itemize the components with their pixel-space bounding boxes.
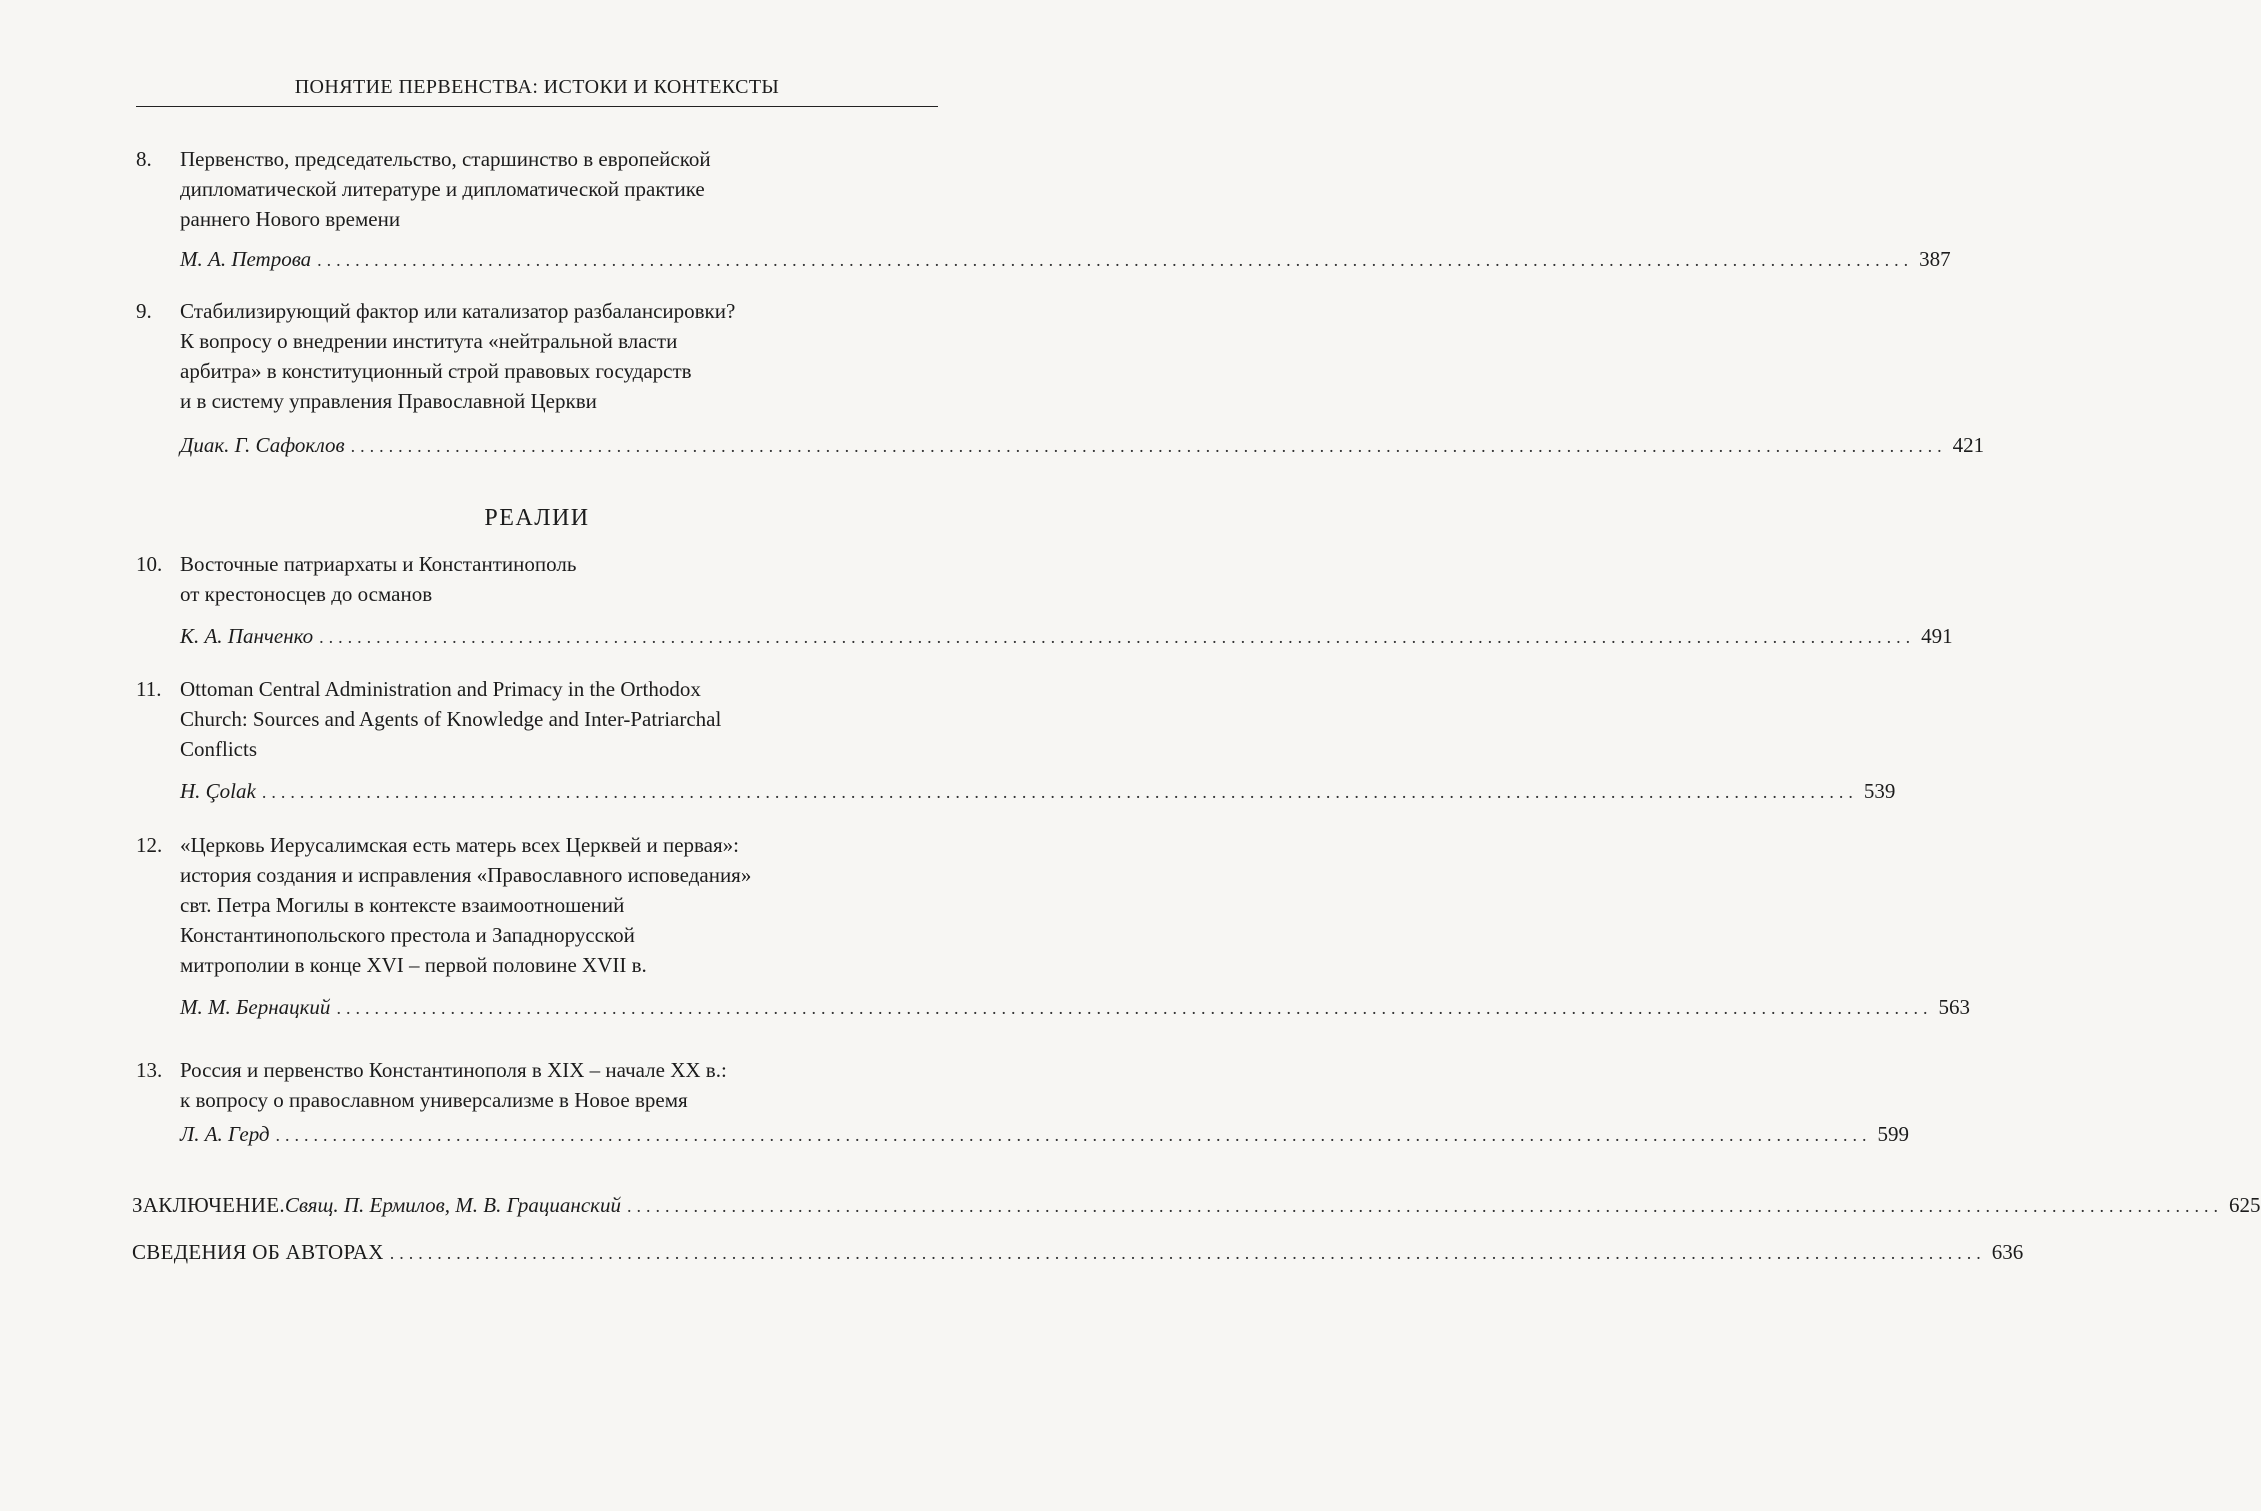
entry-title: Первенство, председательство, старшинство в европейской дипломатической литературе и дипломатической практике раннего Нового времени: [180, 147, 711, 231]
entry-number: 13.: [136, 1058, 163, 1082]
author-row: [180, 776, 1896, 806]
dot-leader: ........................................................................................................................................................................: [275, 1125, 1872, 1145]
page-number: 421: [1952, 433, 1985, 457]
entry-number: 10.: [136, 552, 163, 576]
dot-leader: ........................................................................................................................................................................: [319, 627, 1916, 647]
entry-title: Ottoman Central Administration and Primacy in the Orthodox Church: Sources and Agents of Knowledge and Inter-Patriarchal Conflicts: [180, 677, 722, 761]
page-number: 387: [1919, 247, 1951, 271]
about-authors-label: СВЕДЕНИЯ ОБ АВТОРАХ: [132, 1240, 384, 1264]
section-heading: РЕАЛИИ: [484, 505, 590, 531]
page-number: 625: [2229, 1193, 2261, 1217]
entry-title: Стабилизирующий фактор или катализатор разбалансировки? К вопросу о внедрении института «нейтральной власти арбитра» в конституционный строй правовых государств и в систему управления Православной Церкви: [180, 299, 736, 413]
running-title: ПОНЯТИЕ ПЕРВЕНСТВА: ИСТОКИ И КОНТЕКСТЫ: [294, 76, 780, 98]
dot-leader: ........................................................................................................................................................................: [336, 998, 1933, 1018]
entry-number: 12.: [136, 833, 163, 857]
conclusion-authors: Свящ. П. Ермилов, М. В. Грацианский: [284, 1193, 621, 1217]
dot-leader: ........................................................................................................................................................................: [350, 436, 1947, 456]
dot-leader: ........................................................................................................................................................................: [261, 782, 1858, 802]
page-number: 539: [1863, 779, 1896, 803]
entry-number: 8.: [136, 147, 152, 171]
author-row: [180, 621, 1953, 651]
dot-leader: ........................................................................................................................................................................: [389, 1243, 1986, 1263]
page-number: 563: [1938, 995, 1970, 1019]
dot-leader: ........................................................................................................................................................................: [627, 1196, 2223, 1216]
entry-title: Восточные патриархаты и Константинополь от крестоносцев до османов: [180, 552, 577, 606]
header-rule: [136, 106, 938, 107]
entry-author: H. Çolak: [180, 779, 256, 803]
author-row: [180, 1119, 1910, 1149]
entry-author: М. А. Петрова: [180, 247, 312, 271]
author-row: [180, 244, 1951, 274]
author-row: [180, 430, 1985, 460]
entry-title: «Церковь Иерусалимская есть матерь всех Церквей и первая»: история создания и исправления «Православного исповедания» свт. Петра Могилы в контексте взаимоотношений Константинопольского престола и Западнорусской митрополии в конце XVI – первой половине XVII в.: [180, 833, 752, 977]
entry-author: Диак. Г. Сафоклов: [180, 433, 345, 457]
page-number: 636: [1991, 1240, 2024, 1264]
entry-author: Л. А. Герд: [180, 1122, 270, 1146]
entry-author: М. М. Бернацкий: [180, 995, 331, 1019]
entry-number: 11.: [136, 677, 162, 701]
entry-title: Россия и первенство Константинополя в XIX – начале XX в.: к вопросу о православном универсализме в Новое время: [180, 1058, 727, 1112]
page-number: 491: [1921, 624, 1953, 648]
toc-about-authors[interactable]: [132, 1237, 2024, 1267]
entry-number: 9.: [136, 299, 152, 323]
toc-conclusion[interactable]: [132, 1190, 2261, 1220]
author-row: [180, 992, 1970, 1022]
entry-author: К. А. Панченко: [180, 624, 314, 648]
page-number: 599: [1877, 1122, 1910, 1146]
dot-leader: ........................................................................................................................................................................: [317, 250, 1914, 270]
conclusion-label: ЗАКЛЮЧЕНИЕ.: [132, 1193, 285, 1217]
